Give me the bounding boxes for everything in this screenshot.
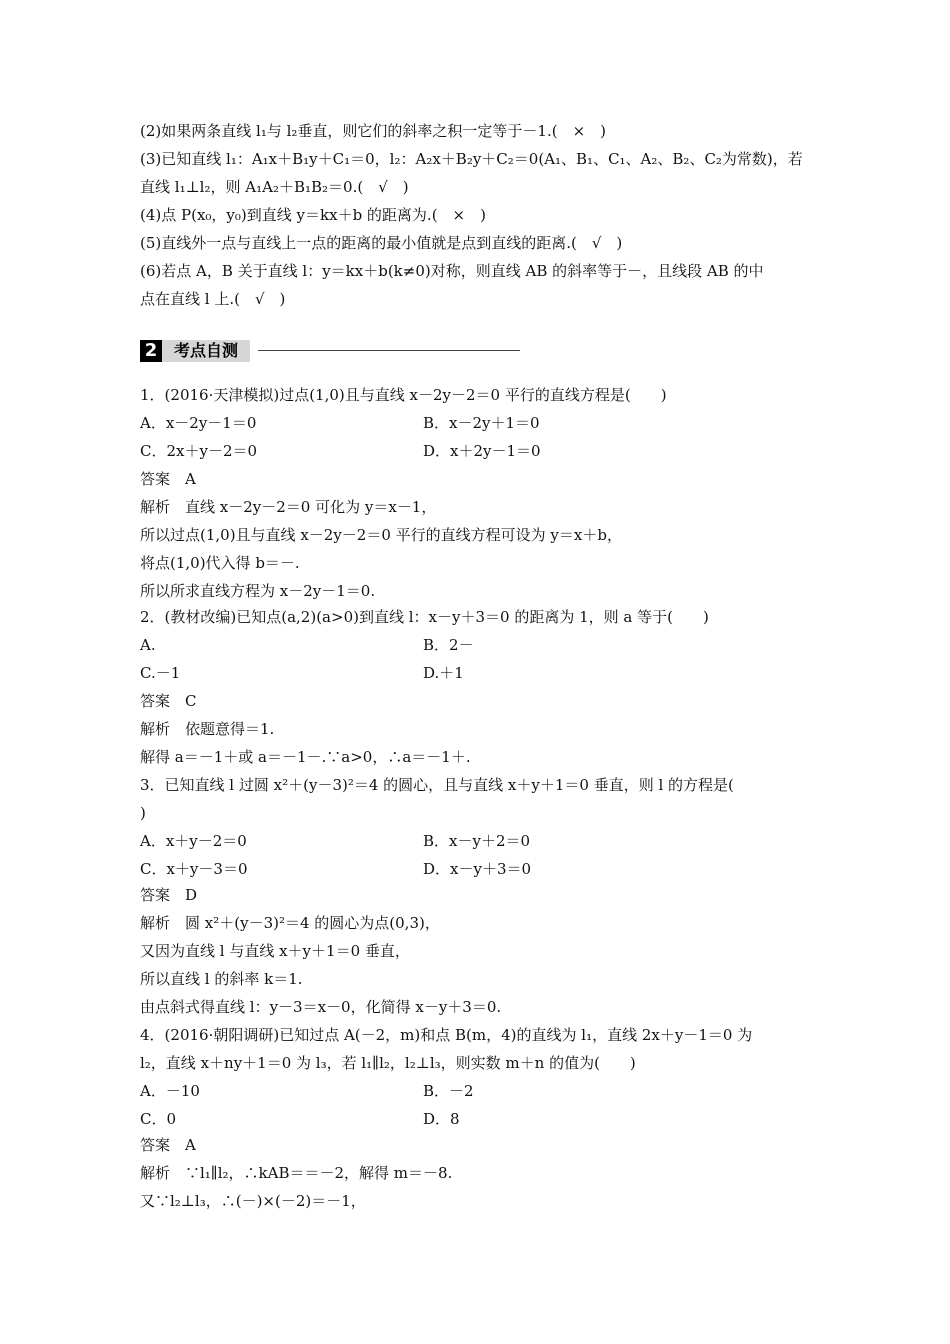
q3-answer: 答案 D [140, 886, 198, 904]
q4-stem-cont: l₂，直线 x＋ny＋1＝0 为 l₃，若 l₁∥l₂，l₂⊥l₃，则实数 m＋n 的值为( ) [140, 1054, 636, 1072]
q4-answer: 答案 A [140, 1136, 196, 1154]
q3-stem-cont: ) [140, 804, 146, 822]
q2-option-b: B．2－ [423, 636, 474, 654]
q3-solution-4: 由点斜式得直线 l：y－3＝x－0，化简得 x－y＋3＝0. [140, 998, 502, 1016]
tf-item-3: (3)已知直线 l₁：A₁x＋B₁y＋C₁＝0，l₂：A₂x＋B₂y＋C₂＝0(A₁、B₁、C₁、A₂、B₂、C₂为常数)，若 [140, 150, 803, 168]
q1-option-b: B．x－2y＋1＝0 [423, 414, 540, 432]
q2-solution-1: 解析 依题意得＝1. [140, 720, 275, 738]
q1-solution-1: 解析 直线 x－2y－2＝0 可化为 y＝x－1， [140, 498, 437, 516]
q1-stem: 1．(2016·天津模拟)过点(1,0)且与直线 x－2y－2＝0 平行的直线方程是( ) [140, 386, 667, 404]
q3-option-d: D．x－y＋3＝0 [423, 860, 532, 878]
q4-option-d: D．8 [423, 1110, 460, 1128]
q2-option-d: D.＋1 [423, 664, 464, 682]
tf-item-5: (5)直线外一点与直线上一点的距离的最小值就是点到直线的距离.( √ ) [140, 234, 623, 252]
tf-item-6: (6)若点 A，B 关于直线 l：y＝kx＋b(k≠0)对称，则直线 AB 的斜率等于－，且线段 AB 的中 [140, 262, 764, 280]
q3-solution-3: 所以直线 l 的斜率 k＝1. [140, 970, 303, 988]
section-divider [258, 350, 520, 351]
q1-option-c: C．2x＋y－2＝0 [140, 442, 258, 460]
tf-item-4: (4)点 P(x₀，y₀)到直线 y＝kx＋b 的距离为.( × ) [140, 206, 486, 224]
q1-solution-4: 所以所求直线方程为 x－2y－1＝0. [140, 582, 376, 600]
q2-option-c: C.－1 [140, 664, 181, 682]
q2-option-a: A. [140, 636, 156, 654]
q4-solution-2: 又∵l₂⊥l₃，∴(－)×(－2)＝－1， [140, 1192, 366, 1210]
q1-option-a: A．x－2y－1＝0 [140, 414, 257, 432]
section-header [140, 340, 520, 364]
q2-stem: 2．(教材改编)已知点(a,2)(a>0)到直线 l：x－y＋3＝0 的距离为 1，则 a 等于( ) [140, 608, 709, 626]
q3-stem: 3．已知直线 l 过圆 x²＋(y－3)²＝4 的圆心，且与直线 x＋y＋1＝0 垂直，则 l 的方程是( [140, 776, 734, 794]
q1-answer: 答案 A [140, 470, 196, 488]
q3-solution-1: 解析 圆 x²＋(y－3)²＝4 的圆心为点(0,3)， [140, 914, 440, 932]
q4-option-c: C．0 [140, 1110, 177, 1128]
tf-item-3-cont: 直线 l₁⊥l₂，则 A₁A₂＋B₁B₂＝0.( √ ) [140, 178, 409, 196]
tf-item-6-cont: 点在直线 l 上.( √ ) [140, 290, 286, 308]
section-title: 考点自测 [174, 341, 239, 360]
q4-solution-1: 解析 ∵l₁∥l₂，∴kAB＝＝－2，解得 m＝－8. [140, 1164, 453, 1182]
q1-solution-3: 将点(1,0)代入得 b＝－. [140, 554, 300, 572]
q3-option-a: A．x＋y－2＝0 [140, 832, 247, 850]
q3-solution-2: 又因为直线 l 与直线 x＋y＋1＝0 垂直， [140, 942, 410, 960]
section-number-badge: 2 [140, 340, 162, 362]
q4-option-a: A．－10 [140, 1082, 200, 1100]
q4-stem: 4．(2016·朝阳调研)已知过点 A(－2，m)和点 B(m，4)的直线为 l₁，直线 2x＋y－1＝0 为 [140, 1026, 753, 1044]
q1-solution-2: 所以过点(1,0)且与直线 x－2y－2＝0 平行的直线方程可设为 y＝x＋b， [140, 526, 622, 544]
q2-answer: 答案 C [140, 692, 197, 710]
q2-solution-2: 解得 a＝－1＋或 a＝－1－.∵a>0，∴a＝－1＋. [140, 748, 471, 766]
tf-item-2: (2)如果两条直线 l₁与 l₂垂直，则它们的斜率之积一定等于－1.( × ) [140, 122, 606, 140]
q1-option-d: D．x＋2y－1＝0 [423, 442, 541, 460]
q3-option-c: C．x＋y－3＝0 [140, 860, 248, 878]
q4-option-b: B．－2 [423, 1082, 474, 1100]
q3-option-b: B．x－y＋2＝0 [423, 832, 531, 850]
